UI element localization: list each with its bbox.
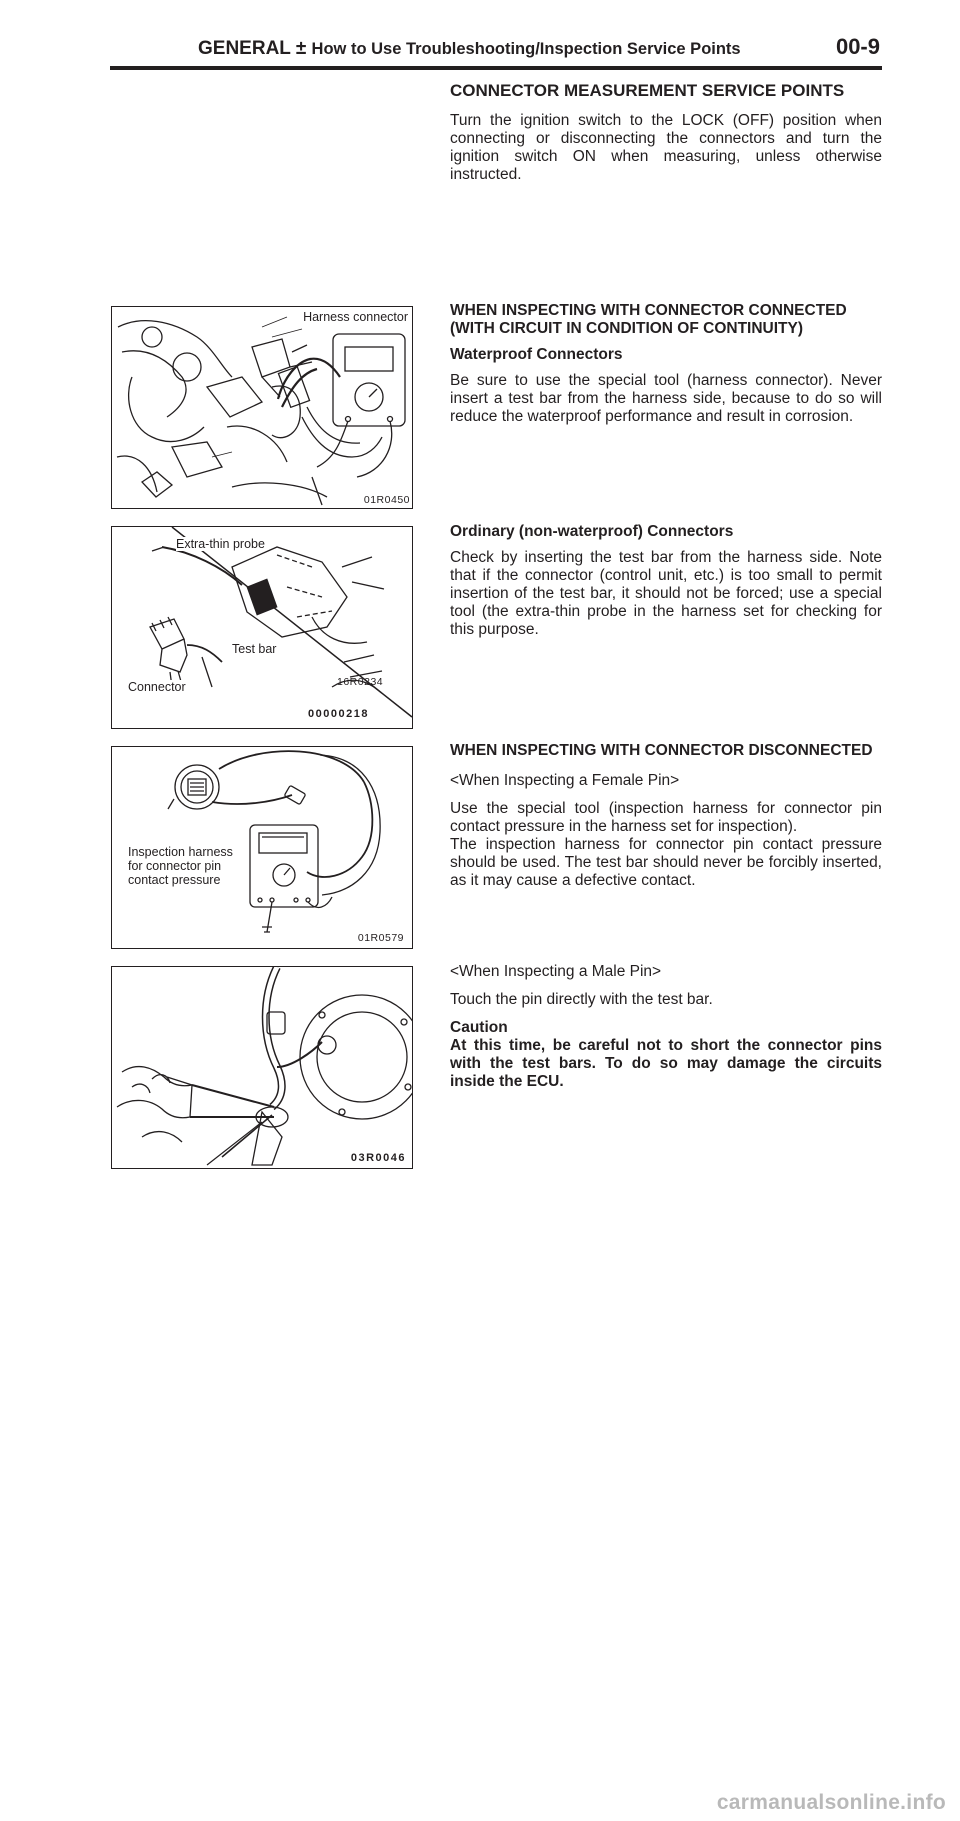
- label-test-bar: Test bar: [232, 642, 277, 656]
- connected-section: [450, 302, 882, 436]
- header-title: [198, 38, 741, 60]
- caution-block: [450, 1019, 882, 1091]
- figure-code-1: 01R0450: [363, 494, 410, 506]
- waterproof-heading: Waterproof Connectors: [450, 346, 623, 363]
- page-number: 00-9: [835, 34, 880, 59]
- figure-harness-connector: [111, 306, 413, 509]
- watermark: carmanualsonline.info: [716, 1791, 946, 1814]
- waterproof-body: Be sure to use the special tool (harness connector). Never insert a test bar from the harness side, because to do so will reduce the waterproof performance and result in corrosion.: [450, 372, 882, 425]
- page-header: [110, 30, 882, 70]
- female-pin-heading: <When Inspecting a Female Pin>: [450, 772, 680, 789]
- ordinary-section: [450, 523, 882, 649]
- intro-section: [450, 82, 882, 194]
- extra-thin-probe-illustration: [112, 527, 412, 728]
- intro-body: Turn the ignition switch to the LOCK (OFF) position when connecting or disconnecting the connectors and turn the ignition switch ON when measuring, unless otherwise instructed.: [450, 112, 882, 183]
- label-inspection-harness-line1: Inspection harness: [128, 845, 233, 859]
- figure-code-3: 01R0579: [357, 932, 404, 944]
- label-inspection-harness-line3: contact pressure: [128, 873, 221, 887]
- figure-extra-thin-probe: [111, 526, 413, 729]
- disconnected-section: [450, 742, 882, 900]
- header-section: GENERAL ±: [198, 38, 307, 59]
- figure-male-pin: [111, 966, 413, 1169]
- ordinary-body: Check by inserting the test bar from the harness side. Note that if the connector (control unit, etc.) is too small to permit insertion of the test bar, it should not be forced; use a special tool (the extra-thin probe in the harness set for checking for this purpose.: [450, 549, 882, 638]
- connected-heading-line2: (WITH CIRCUIT IN CONDITION OF CONTINUITY): [450, 320, 804, 337]
- caution-heading: Caution: [450, 1019, 508, 1036]
- disconnected-heading: WHEN INSPECTING WITH CONNECTOR DISCONNECTED: [450, 742, 873, 759]
- male-pin-heading: <When Inspecting a Male Pin>: [450, 963, 662, 980]
- male-pin-illustration: [112, 967, 412, 1168]
- figure-code-2: 00000218: [308, 708, 369, 720]
- harness-connector-illustration: [112, 307, 412, 508]
- intro-heading: CONNECTOR MEASUREMENT SERVICE POINTS: [450, 81, 845, 100]
- figure-code-4: 03R0046: [350, 1152, 406, 1164]
- label-harness-connector: Harness connector: [303, 310, 408, 324]
- ordinary-heading: Ordinary (non-waterproof) Connectors: [450, 523, 734, 540]
- figure-code-2-inner: 16R0234: [337, 676, 384, 688]
- label-inspection-harness-line2: for connector pin: [128, 859, 222, 873]
- label-extra-thin-probe: Extra-thin probe: [176, 537, 265, 551]
- female-pin-body2: The inspection harness for connector pin contact pressure should be used. The test bar should never be forcibly inserted, as it may cause a defective contact.: [450, 836, 882, 889]
- connected-heading-line1: WHEN INSPECTING WITH CONNECTOR CONNECTED: [450, 302, 847, 319]
- male-pin-section: [450, 963, 882, 1091]
- figure-inspection-harness: [111, 746, 413, 949]
- caution-body: At this time, be careful not to short the connector pins with the test bars. To do so may damage the circuits inside the ECU.: [450, 1037, 882, 1090]
- label-connector: Connector: [128, 680, 186, 694]
- female-pin-body1: Use the special tool (inspection harness for connector pin contact pressure in the harness set for inspection).: [450, 800, 882, 835]
- male-pin-body: Touch the pin directly with the test bar.: [450, 991, 713, 1008]
- header-subtitle: How to Use Troubleshooting/Inspection Service Points: [311, 40, 741, 58]
